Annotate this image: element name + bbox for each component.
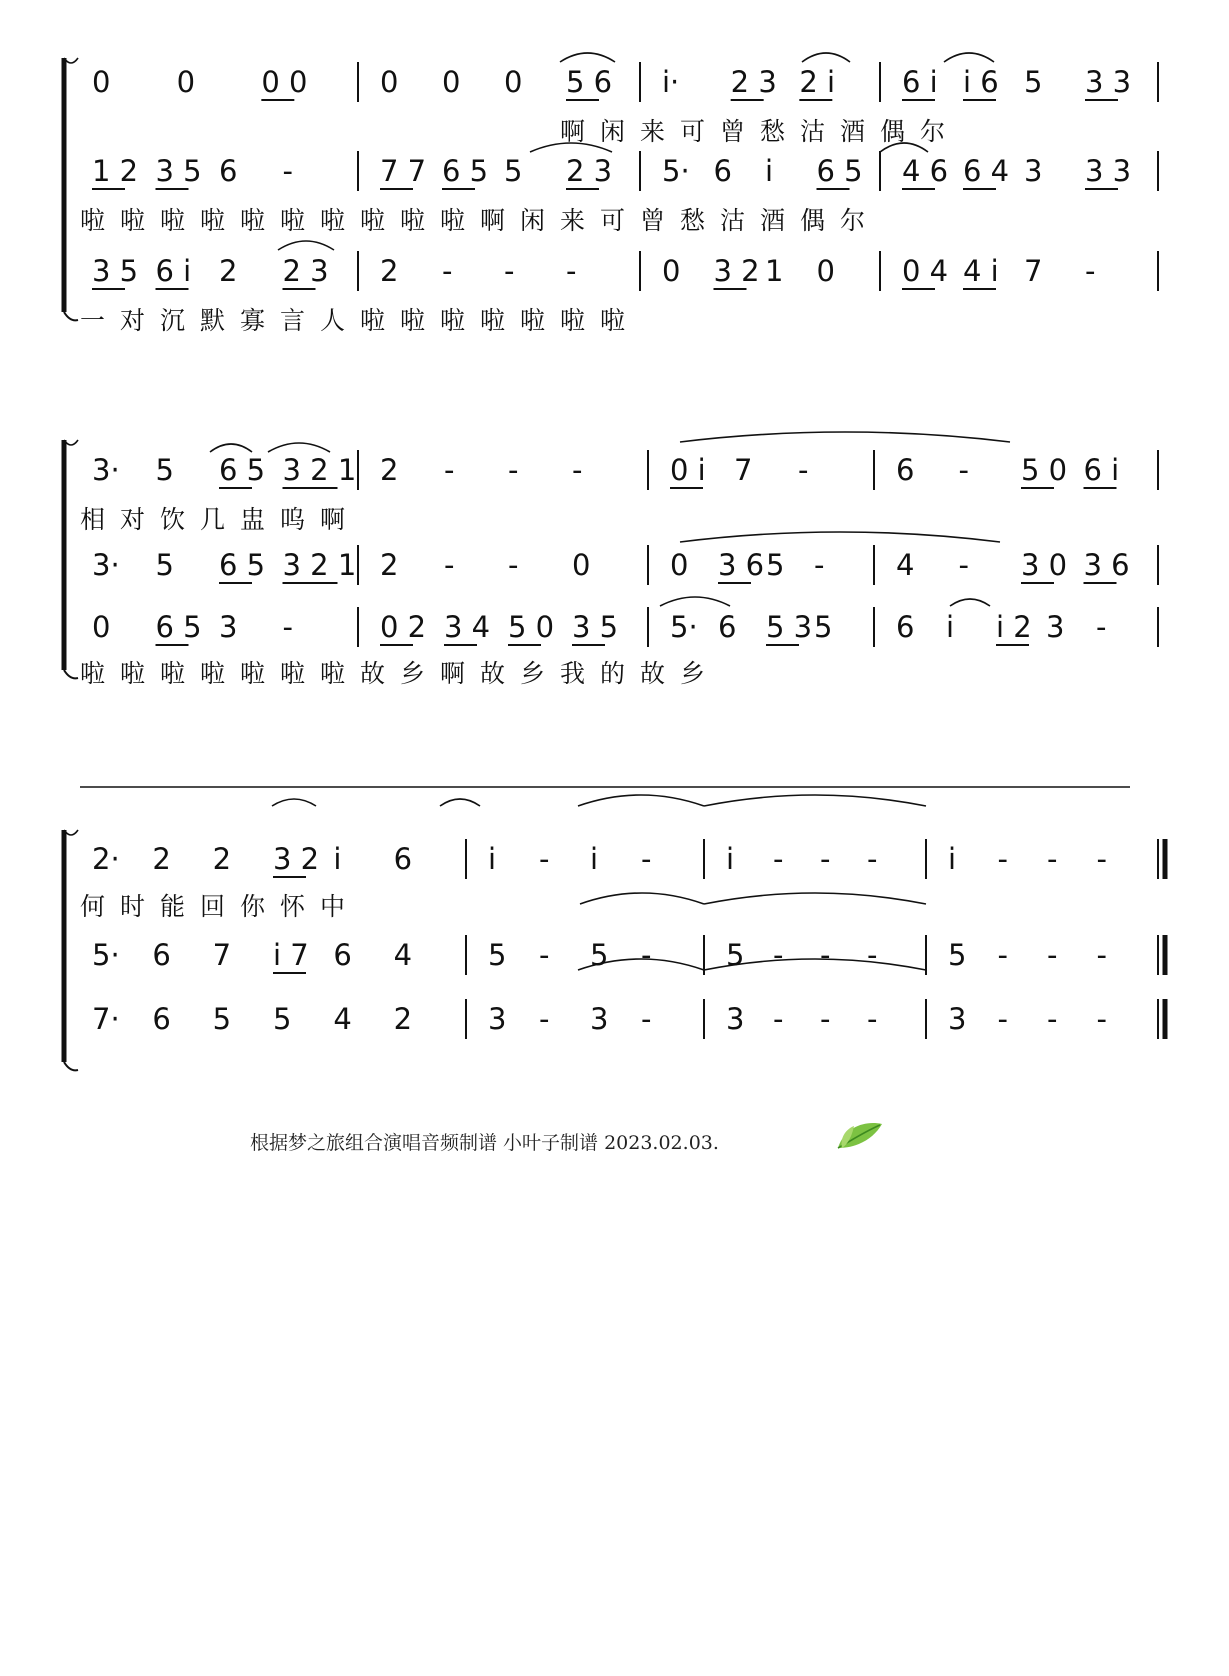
- note-group: 3 3: [1085, 154, 1132, 188]
- note-group: 5: [155, 453, 174, 487]
- note-group: -: [1085, 254, 1096, 288]
- note-group: 0: [662, 254, 681, 288]
- note-group: -: [442, 254, 453, 288]
- green-leaf-icon: [834, 1118, 884, 1152]
- note-group: 5·: [92, 938, 120, 972]
- note-group: 1 2: [92, 154, 139, 188]
- note-group: 3 5: [572, 610, 619, 644]
- note-group: -: [773, 842, 784, 876]
- note-group: -: [641, 938, 652, 972]
- note-group: 6: [219, 154, 238, 188]
- lyric-syllable: 啊: [440, 659, 466, 688]
- note-group: 2: [212, 842, 232, 876]
- lyric-syllable: 何: [80, 892, 106, 921]
- lyric-syllable: 一: [80, 306, 106, 335]
- note-group: 0: [816, 254, 835, 288]
- bracket-hook-bottom: [64, 1062, 78, 1070]
- note-group: -: [958, 548, 969, 582]
- note-group: 2·: [92, 842, 120, 876]
- lyric-syllable: 尔: [920, 117, 946, 146]
- lyric-syllable: 言: [280, 306, 306, 335]
- lyric-syllable: 愁: [760, 117, 786, 146]
- note-group: i: [333, 842, 342, 876]
- note-group: 6 5: [219, 548, 266, 582]
- lyric-syllable: 啦: [400, 306, 426, 335]
- note-group: 2: [380, 453, 399, 487]
- note-group: 3 3: [1085, 65, 1132, 99]
- note-group: i: [488, 842, 497, 876]
- slur: [704, 795, 926, 806]
- lyric-syllable: 啊: [320, 505, 346, 534]
- lyric-syllable: 对: [120, 306, 146, 335]
- lyric-syllable: 啦: [280, 659, 306, 688]
- note-group: i 2: [996, 610, 1032, 644]
- bracket-hook-bottom: [64, 312, 78, 320]
- note-group: 5: [1024, 65, 1043, 99]
- note-group: 0: [572, 548, 591, 582]
- note-group: 6 5: [155, 610, 202, 644]
- slur: [268, 443, 330, 452]
- note-group: 5·: [662, 154, 690, 188]
- note-group: 3·: [92, 453, 120, 487]
- lyric-syllable: 故: [640, 659, 666, 688]
- note-group: 0 0: [261, 65, 308, 99]
- lyric-syllable: 啦: [240, 206, 266, 235]
- note-group: -: [566, 254, 577, 288]
- lyric-syllable: 偶: [880, 117, 906, 146]
- lyric-syllable: 啊: [480, 206, 506, 235]
- note-group: i 7: [273, 938, 309, 972]
- note-group: 4: [333, 1002, 352, 1036]
- note-group: 3 2: [273, 842, 320, 876]
- lyric-syllable: 盅: [240, 505, 266, 534]
- note-group: -: [997, 842, 1008, 876]
- note-group: 6: [393, 842, 413, 876]
- lyric-syllable: 啦: [160, 206, 186, 235]
- lyric-syllable: 沽: [720, 206, 746, 235]
- lyric-syllable: 啦: [120, 206, 146, 235]
- note-group: -: [798, 453, 809, 487]
- lyric-syllable: 啦: [80, 659, 106, 688]
- lyric-syllable: 相: [80, 505, 106, 534]
- note-group: 6: [896, 610, 915, 644]
- note-group: 6 i: [902, 65, 938, 99]
- note-group: -: [508, 548, 519, 582]
- lyric-syllable: 沽: [800, 117, 826, 146]
- note-group: 0: [176, 65, 196, 99]
- lyric-syllable: 啦: [120, 659, 146, 688]
- note-group: 4: [393, 938, 413, 972]
- note-group: i: [590, 842, 599, 876]
- note-group: -: [867, 938, 878, 972]
- lyric-syllable: 啦: [360, 206, 386, 235]
- note-group: 0: [504, 65, 523, 99]
- lyric-syllable: 几: [200, 505, 226, 534]
- lyric-syllable: 啦: [360, 306, 386, 335]
- note-group: -: [814, 548, 825, 582]
- note-group: 3: [488, 1002, 507, 1036]
- note-group: 5: [766, 548, 785, 582]
- note-group: 5 6: [566, 65, 613, 99]
- note-group: -: [867, 1002, 878, 1036]
- bracket-hook-bottom: [64, 670, 78, 678]
- note-group: 3 2 1: [282, 548, 357, 582]
- lyric-syllable: 我: [560, 659, 586, 688]
- note-group: -: [1047, 1002, 1058, 1036]
- note-group: 3 4: [444, 610, 491, 644]
- note-group: -: [820, 938, 831, 972]
- lyric-syllable: 可: [600, 206, 626, 235]
- note-group: 2 3: [730, 65, 777, 99]
- lyric-syllable: 饮: [160, 505, 186, 534]
- slur: [802, 53, 850, 62]
- slur: [660, 597, 730, 606]
- lyric-syllable: 偶: [800, 206, 826, 235]
- note-group: -: [504, 254, 515, 288]
- note-group: 6 5: [816, 154, 863, 188]
- note-group: -: [997, 938, 1008, 972]
- note-group: -: [820, 842, 831, 876]
- slur: [680, 532, 1000, 542]
- lyric-syllable: 回: [200, 892, 226, 921]
- note-group: 1: [765, 254, 784, 288]
- slur: [580, 893, 704, 904]
- note-group: -: [1096, 610, 1107, 644]
- lyric-syllable: 啦: [160, 659, 186, 688]
- lyric-syllable: 啦: [80, 206, 106, 235]
- note-group: 7: [1024, 254, 1043, 288]
- slur: [704, 893, 926, 904]
- note-group: 0: [92, 610, 111, 644]
- lyric-syllable: 怀: [280, 892, 306, 921]
- note-group: i 6: [963, 65, 999, 99]
- lyric-syllable: 可: [680, 117, 706, 146]
- note-group: -: [572, 453, 583, 487]
- note-group: 3 5: [92, 254, 139, 288]
- lyric-syllable: 曾: [720, 117, 746, 146]
- note-group: 3: [948, 1002, 967, 1036]
- lyric-syllable: 闲: [600, 117, 626, 146]
- lyric-syllable: 乡: [400, 659, 426, 688]
- note-group: 6: [152, 938, 171, 972]
- note-group: -: [444, 548, 455, 582]
- note-group: -: [1096, 842, 1107, 876]
- lyric-syllable: 对: [120, 505, 146, 534]
- note-group: 3 2: [713, 254, 760, 288]
- lyric-syllable: 能: [160, 892, 186, 921]
- note-group: -: [539, 938, 550, 972]
- note-group: 0 i: [670, 453, 706, 487]
- slur: [560, 53, 615, 62]
- slur: [944, 53, 994, 62]
- note-group: 0: [92, 65, 111, 99]
- slur: [210, 444, 252, 452]
- note-group: 5: [504, 154, 523, 188]
- note-group: 3 6: [1083, 548, 1130, 582]
- note-group: -: [641, 842, 652, 876]
- note-group: 3: [219, 610, 238, 644]
- lyric-syllable: 啦: [320, 659, 346, 688]
- note-group: 2 i: [799, 65, 836, 99]
- note-group: 6: [333, 938, 352, 972]
- note-group: 6 i: [155, 254, 192, 288]
- note-group: 6 i: [1083, 453, 1120, 487]
- note-group: 6 5: [219, 453, 266, 487]
- lyric-syllable: 酒: [840, 117, 866, 146]
- note-group: i·: [662, 65, 680, 99]
- lyric-syllable: 的: [600, 659, 626, 688]
- note-group: 5 3: [766, 610, 813, 644]
- lyric-syllable: 啦: [280, 206, 306, 235]
- lyric-syllable: 啦: [240, 659, 266, 688]
- lyric-syllable: 啦: [200, 206, 226, 235]
- note-group: -: [641, 1002, 652, 1036]
- footer-credit: 根据梦之旅组合演唱音频制谱 小叶子制谱 2023.02.03.: [250, 1132, 719, 1154]
- lyric-syllable: 中: [320, 892, 346, 921]
- lyric-syllable: 故: [360, 659, 386, 688]
- note-group: 3 2 1: [282, 453, 357, 487]
- lyric-syllable: 人: [320, 306, 346, 335]
- note-group: -: [958, 453, 969, 487]
- note-group: 5: [814, 610, 833, 644]
- note-group: 5 0: [1021, 453, 1068, 487]
- lyric-syllable: 沉: [160, 306, 186, 335]
- note-group: 5: [212, 1002, 232, 1036]
- lyric-syllable: 乡: [520, 659, 546, 688]
- note-group: 0: [670, 548, 689, 582]
- note-group: -: [1047, 842, 1058, 876]
- lyric-syllable: 啦: [440, 306, 466, 335]
- note-group: 5 0: [508, 610, 555, 644]
- slur: [272, 799, 316, 806]
- note-group: 3·: [92, 548, 120, 582]
- note-group: 5: [948, 938, 967, 972]
- lyric-syllable: 乡: [680, 659, 706, 688]
- slur: [680, 432, 1010, 442]
- note-group: 2: [380, 254, 399, 288]
- lyric-syllable: 寡: [240, 306, 266, 335]
- note-group: 5·: [670, 610, 698, 644]
- note-group: 3: [726, 1002, 745, 1036]
- note-group: -: [444, 453, 455, 487]
- note-group: 0: [442, 65, 461, 99]
- note-group: 4 i: [963, 254, 999, 288]
- note-group: 5: [155, 548, 174, 582]
- lyric-syllable: 酒: [760, 206, 786, 235]
- note-group: i: [946, 610, 955, 644]
- slur: [440, 799, 480, 806]
- lyric-syllable: 来: [560, 206, 586, 235]
- note-group: 3: [590, 1002, 609, 1036]
- slur: [950, 599, 990, 606]
- note-group: 7: [734, 453, 753, 487]
- note-group: 2: [380, 548, 399, 582]
- note-group: 6: [718, 610, 737, 644]
- note-group: 2: [393, 1002, 413, 1036]
- note-group: -: [539, 842, 550, 876]
- note-group: 5: [590, 938, 609, 972]
- lyric-syllable: 愁: [680, 206, 706, 235]
- lyric-syllable: 闲: [520, 206, 546, 235]
- lyric-syllable: 呜: [280, 505, 306, 534]
- note-group: i: [765, 154, 774, 188]
- slur: [278, 241, 334, 250]
- lyric-syllable: 曾: [640, 206, 666, 235]
- lyric-syllable: 你: [240, 892, 266, 921]
- note-group: 3 6: [718, 548, 765, 582]
- note-group: -: [773, 1002, 784, 1036]
- note-group: -: [1047, 938, 1058, 972]
- lyric-syllable: 啦: [320, 206, 346, 235]
- note-group: 2 3: [282, 254, 329, 288]
- note-group: 2: [152, 842, 171, 876]
- note-group: i: [948, 842, 957, 876]
- note-group: 7·: [92, 1002, 120, 1036]
- note-group: -: [867, 842, 878, 876]
- note-group: 6: [896, 453, 915, 487]
- note-group: i: [726, 842, 735, 876]
- note-group: 6: [713, 154, 732, 188]
- note-group: -: [820, 1002, 831, 1036]
- note-group: 6 5: [442, 154, 489, 188]
- note-group: -: [997, 1002, 1008, 1036]
- note-group: 6 4: [963, 154, 1010, 188]
- note-group: 0: [380, 65, 399, 99]
- note-group: 3: [1024, 154, 1043, 188]
- note-group: 4: [896, 548, 915, 582]
- note-group: 3 0: [1021, 548, 1068, 582]
- lyric-syllable: 啦: [520, 306, 546, 335]
- lyric-syllable: 啦: [440, 206, 466, 235]
- note-group: -: [282, 610, 293, 644]
- lyric-syllable: 来: [640, 117, 666, 146]
- note-group: 3 5: [155, 154, 202, 188]
- lyric-syllable: 默: [200, 306, 226, 335]
- lyric-syllable: 啦: [200, 659, 226, 688]
- note-group: 7 7: [380, 154, 427, 188]
- note-group: -: [282, 154, 293, 188]
- note-group: 7: [212, 938, 232, 972]
- note-group: -: [1096, 938, 1107, 972]
- note-group: -: [1096, 1002, 1107, 1036]
- note-group: -: [773, 938, 784, 972]
- note-group: -: [508, 453, 519, 487]
- note-group: 0 4: [902, 254, 949, 288]
- note-group: 5: [273, 1002, 292, 1036]
- note-group: 2: [219, 254, 238, 288]
- note-group: 5: [488, 938, 507, 972]
- lyric-syllable: 啦: [400, 206, 426, 235]
- slur: [578, 795, 704, 806]
- note-group: 3: [1046, 610, 1065, 644]
- note-group: 6: [152, 1002, 171, 1036]
- lyric-syllable: 故: [480, 659, 506, 688]
- lyric-syllable: 啊: [560, 117, 586, 146]
- lyric-syllable: 时: [120, 892, 146, 921]
- lyric-syllable: 啦: [600, 306, 626, 335]
- note-group: 4 6: [902, 154, 949, 188]
- lyric-syllable: 啦: [560, 306, 586, 335]
- note-group: 5: [726, 938, 745, 972]
- note-group: 0 2: [380, 610, 427, 644]
- lyric-syllable: 啦: [480, 306, 506, 335]
- note-group: 2 3: [566, 154, 613, 188]
- note-group: -: [539, 1002, 550, 1036]
- lyric-syllable: 尔: [840, 206, 866, 235]
